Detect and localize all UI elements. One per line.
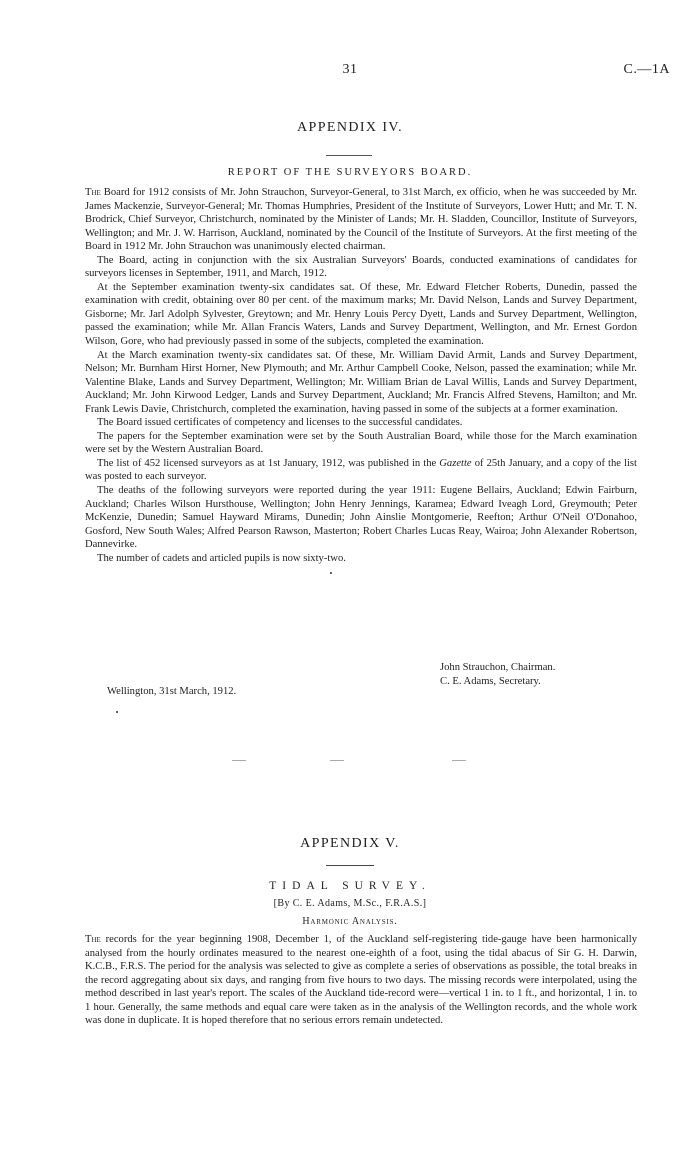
print-speck [330,572,332,574]
paragraph-harmonic-analysis [85,933,637,1028]
paragraph-text: Board for 1912 consists of Mr. John Strauchon, Surveyor-General, to 31st March, ex officio, when he was succeeded by Mr. James Mackenzie, Surveyor-General; Mr. Thomas Humphries, President of the Institute of Surveyors, Lower Hutt; and Mr. T. N. Brodrick, Chief Surveyor, Christchurch, nominated by the Minister of Lands; Mr. H. Sladden, Councillor, Institute of Surveyors, Wellington; and Mr. J. W. Harrison, Auckland, nominated by the Council of the Institute of Surveyors. At the first meeting of the Board in 1912 Mr. John Strauchon was unanimously elected chairman. [85,187,637,253]
report-title: REPORT OF THE SURVEYORS BOARD. [227,167,473,178]
section-separator [452,760,466,761]
paragraph-board-members [85,186,637,254]
tidal-survey-title: TIDAL SURVEY. [269,880,431,892]
tidal-survey-text [85,933,637,1028]
paragraph-september-exam: At the September examination twenty-six candidates sat. Of these, Mr. Edward Fletcher Roberts, Dunedin, passed the examination with credit, obtaining over 80 per cent. of the maximum marks; Mr. David Nelson, Lands and Survey Department, Gisborne; Mr. Jarl Adolph Sylvester, Greytown; and Mr. Henry Louis Percy Dyett, Lands and Survey Department, Wellington, passed the examination; while Mr. Allan Francis Waters, Lands and Survey Department, Wellington, and Mr. Ernest Gordon Wilson, Gore, who had previously passed in some of the subjects, completed the examination. [85,281,637,348]
paragraph-papers: The papers for the September examination were set by the South Australian Board, while those for the March examination were set by the Western Australian Board. [85,430,637,456]
document-code: C.—1A [623,62,670,77]
paragraph-certificates: The Board issued certificates of competency and licenses to the successful candidates. [97,417,463,429]
title-divider [326,865,374,866]
place-and-date: Wellington, 31st March, 1912. [107,686,237,697]
print-speck [116,711,118,713]
paragraph-text: The list of 452 licensed surveyors as at 1st January, 1912, was published in the [97,457,440,469]
paragraph-text: of 25th January, and a copy of the list was posted to each surveyor. [85,457,637,483]
title-divider [326,155,372,156]
paragraph-text: records for the year beginning 1908, December 1, of the Auckland self-registering tide-gauge have been harmonically analysed from the hourly ordinates measured to the nearest one-eighth of a foot, using the tidal abacus of Sir G. H. Darwin, K.C.B., F.R.S. The period for the analysis was selected to give as complete a series of observations as possible, the total breaks in the record aggregating about six days, and ranging from five hours to two days. The missing records were interpolated, using the method described in last year's report. The scales of the Auckland tide-record were—vertical 1 in. to 1 ft., and horizontal, 1 in. to 1 hour. Generally, the same methods and equal care were taken as in the analysis of the Wellington records, and the whole work was done in duplicate. It is hoped therefore that no serious errors remain undetected. [85,934,637,1027]
section-separator [232,760,246,761]
gazette-italic: Gazette [439,457,472,469]
appendix-iv-title: APPENDIX IV. [297,120,403,135]
signature-block [440,661,650,688]
paragraph-lead-word: The [85,187,101,198]
paragraph-cadets: The number of cadets and articled pupils is now sixty-two. [97,552,346,564]
appendix-v-title: APPENDIX V. [300,836,400,851]
paragraph-lead-word: The [85,934,101,945]
signature-secretary: C. E. Adams, Secretary. [440,675,541,687]
paragraph-deaths: The deaths of the following surveyors were reported during the year 1911: Eugene Bellairs, Auckland; Edwin Fairburn, Auckland; Charles Wilson Hursthouse, Wellington; John Henry Jennings, Karamea; Edward Iveagh Lord, Greymouth; Peter McKenzie, Dunedin; Samuel Hayward Mirams, Dunedin; John Ainslie Montgomerie, Reefton; Arthur O'Neil O'Donahoo, Gosford, New South Wales; Alfred Pearson Rawson, Masterton; Robert Charles Lucas Reay, Wairoa; John Alexander Robertson, Dannevirke. [85,485,637,551]
paragraph-march-exam: At the March examination twenty-six candidates sat. Of these, Mr. William David Armit, Lands and Survey Department, Nelson; Mr. Burnham Hirst Horner, New Plymouth; and Mr. Arthur Campbell Cooke, Nelson, passed the examination; while Mr. Valentine Blake, Lands and Survey Department, Wellington; Mr. William Brian de Laval Willis, Lands and Survey Department, Auckland; Mr. John Kirwood Ledger, Lands and Survey Department, Auckland; Mr. Francis Alfred Stevens, Hamilton; and Mr. Frank Lewis Davie, Christchurch, completed the examination, having passed in some of the subjects at a former examination. [85,349,637,415]
section-heading: Harmonic Analysis. [302,916,398,927]
signature-chairman: John Strauchon, Chairman. [440,662,556,673]
paragraph-licensed-list [85,457,637,484]
page-number: 31 [342,62,358,77]
section-separator [330,760,344,761]
author-byline: [By C. E. Adams, M.Sc., F.R.A.S.] [273,898,427,909]
surveyors-board-report [85,186,637,565]
paragraph-examinations: The Board, acting in conjunction with the six Australian Surveyors' Boards, conducted examinations of candidates for surveyors licenses in September, 1911, and March, 1912. [85,254,637,280]
